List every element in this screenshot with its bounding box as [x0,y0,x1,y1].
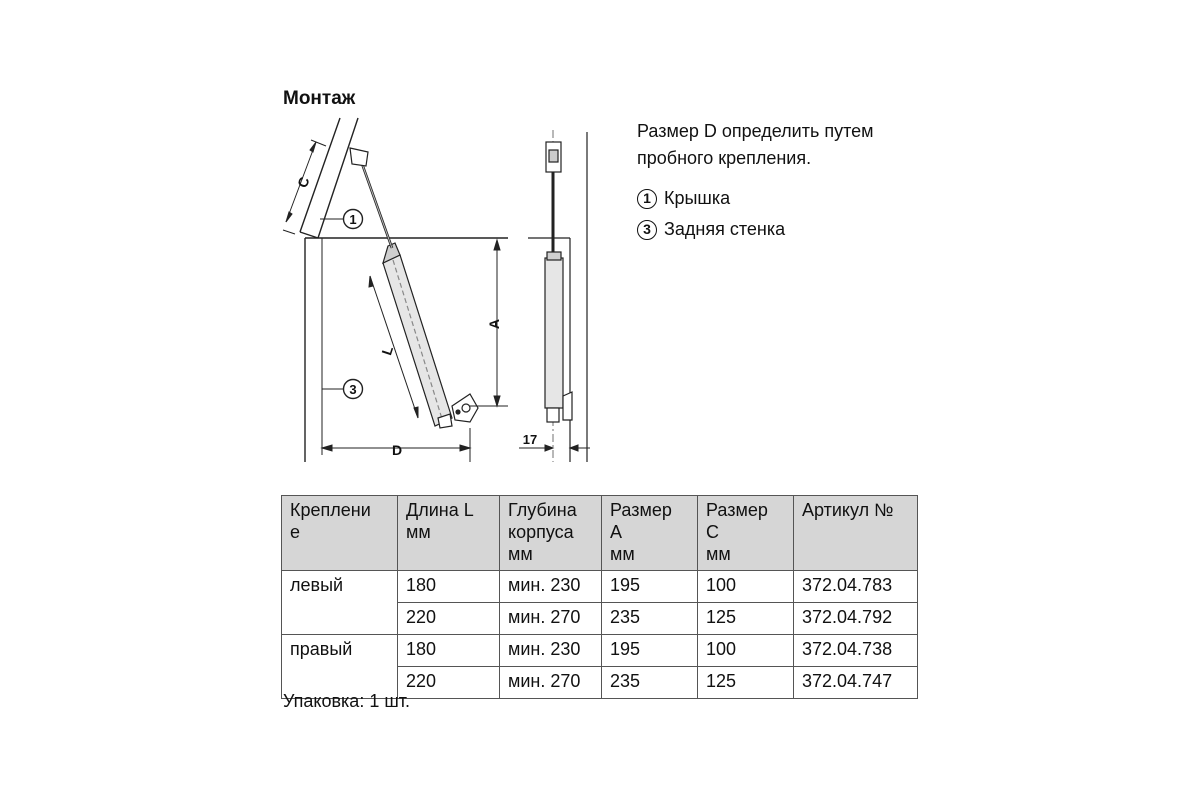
header-article: Артикул № [794,496,918,571]
cut-off-footer-text: Упаковка: 1 шт. [283,691,411,711]
gas-strut-vertical [528,130,587,462]
legend-label-1: Крышка [664,188,731,208]
table-cell: 372.04.747 [794,667,918,699]
gas-strut-angled [350,148,478,428]
group-label-left: левый [282,571,398,635]
table-header-row [282,496,918,571]
table-cell: 180 [398,635,500,667]
cut-off-footer [283,691,423,712]
table-cell: мин. 230 [500,571,602,603]
dim-d-label: D [391,442,403,458]
callout-1-label: 1 [349,212,357,227]
dim-17-label: 17 [522,432,538,447]
table-cell: мин. 230 [500,635,602,667]
table-cell: 195 [602,635,698,667]
page-title: Монтаж [283,88,356,109]
note-paragraph [637,118,874,172]
table-cell: 100 [698,635,794,667]
legend-number-3: 3 [637,220,657,240]
header-length: Длина L мм [398,496,500,571]
table-cell: 220 [398,667,500,699]
callout-3 [322,380,363,399]
mounting-notes [637,118,874,245]
specification-table [281,495,918,699]
note-line-1: Размер D определить путем [637,121,874,141]
table-cell: 372.04.738 [794,635,918,667]
table-row [282,635,918,667]
table-cell: 235 [602,603,698,635]
group-label-right: правый [282,635,398,699]
legend-number-1: 1 [637,189,657,209]
callout-3-label: 3 [349,382,357,397]
table-cell: 125 [698,667,794,699]
legend-item-1 [637,183,874,214]
table-cell: мин. 270 [500,667,602,699]
header-size-c: Размер C мм [698,496,794,571]
table-cell: 372.04.792 [794,603,918,635]
dim-a-label: A [486,318,502,330]
table-cell: 125 [698,603,794,635]
legend-label-3: Задняя стенка [664,219,786,239]
table-cell: мин. 270 [500,603,602,635]
table-cell: 220 [398,603,500,635]
table-row [282,571,918,603]
legend-item-3 [637,214,874,245]
mounting-diagram [270,110,600,470]
dim-l-label: L [378,343,397,357]
table-cell: 372.04.783 [794,571,918,603]
table-cell: 235 [602,667,698,699]
note-line-2: пробного крепления. [637,148,812,168]
back-wall [305,238,508,462]
table-cell: 180 [398,571,500,603]
table-cell: 100 [698,571,794,603]
dim-c-label: C [294,174,313,190]
header-depth: Глубина корпуса мм [500,496,602,571]
table-cell: 195 [602,571,698,603]
header-size-a: Размер A мм [602,496,698,571]
header-mounting: Креплени е [282,496,398,571]
